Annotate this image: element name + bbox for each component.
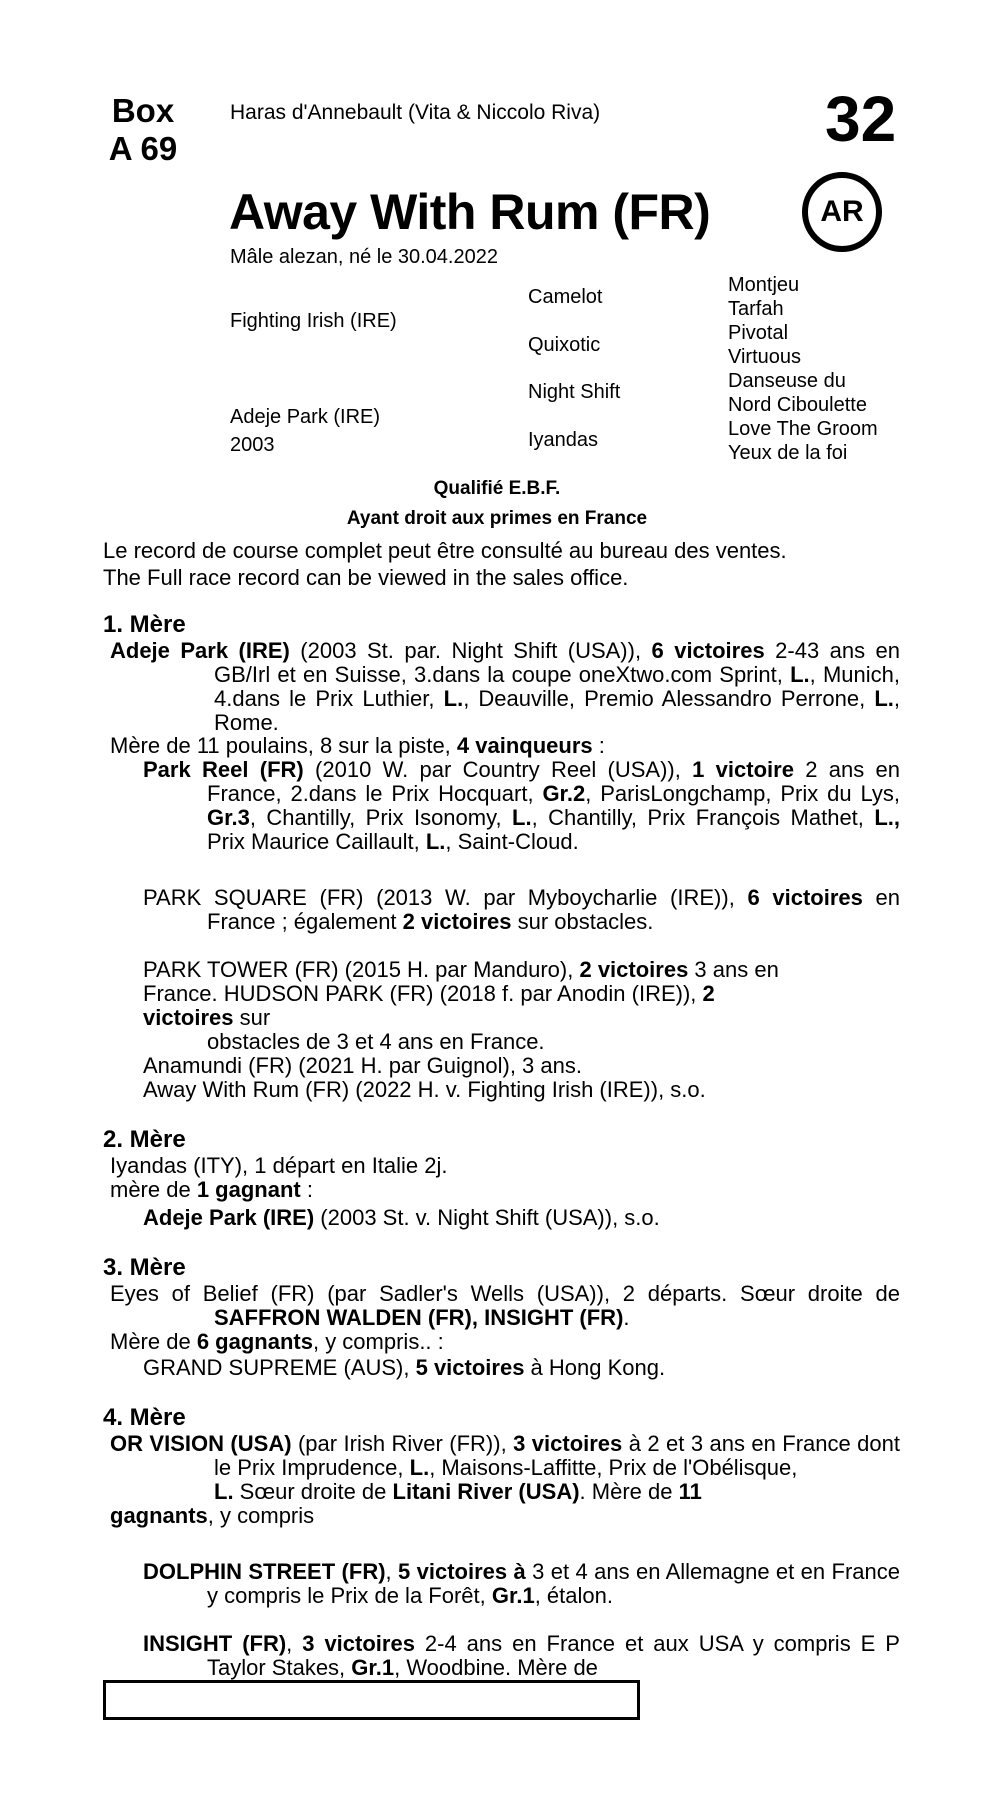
text-run: 2-4 ans en France et aux USA y compris E P Taylor Stakes, bbox=[207, 1631, 900, 1680]
text-run: 11 bbox=[678, 1479, 702, 1504]
granddam-produce-adeje bbox=[143, 1206, 660, 1230]
text-run: Eyes of Belief (FR) (par Sadler's Wells (USA)), 2 départs. Sœur droite de bbox=[110, 1281, 900, 1306]
text-run: , bbox=[286, 1631, 303, 1656]
text-run: SAFFRON WALDEN (FR), INSIGHT (FR) bbox=[214, 1305, 624, 1330]
text-run: , Munich, 4.dans le Prix Luthier, bbox=[214, 662, 900, 711]
pedigree-sire: Fighting Irish (IRE) bbox=[230, 310, 397, 332]
intro-fr: Le record de course complet peut être consulté au bureau des ventes. bbox=[103, 538, 787, 563]
text-run: 4 vainqueurs bbox=[456, 733, 593, 758]
text-run: 6 victoires bbox=[651, 638, 765, 663]
granddam-produce-summary bbox=[110, 1178, 313, 1202]
pedigree-dam-sire: Night Shift bbox=[528, 381, 621, 403]
text-run: 2-43 ans en GB/Irl et en Suisse, 3.dans la coupe oneXtwo.com Sprint, bbox=[214, 638, 901, 687]
pedigree-dam-dam: Iyandas bbox=[528, 429, 599, 451]
text-line bbox=[110, 1432, 900, 1480]
third-dam-record bbox=[110, 1282, 900, 1330]
text-run: , Saint-Cloud. bbox=[445, 829, 579, 854]
text-run: 3 victoires bbox=[513, 1431, 623, 1456]
text-run: Gr.1 bbox=[491, 1583, 535, 1608]
text-run: . bbox=[623, 1305, 630, 1330]
text-run: Mère de 11 poulains, 8 sur la piste, bbox=[110, 733, 457, 758]
text-run: , Chantilly, Prix François Mathet, bbox=[531, 805, 875, 830]
text-line bbox=[110, 1504, 900, 1528]
intro-note bbox=[103, 537, 903, 591]
text-run: 5 victoires à bbox=[398, 1559, 526, 1584]
text-run: sur bbox=[233, 1005, 271, 1030]
text-run: 1 victoire bbox=[692, 757, 794, 782]
qualif-primes: Ayant droit aux primes en France bbox=[346, 508, 648, 529]
text-run: L. bbox=[790, 662, 810, 687]
text-run: : bbox=[592, 733, 605, 758]
pedigree-sire-sire: Camelot bbox=[528, 286, 603, 308]
dam-name: Adeje Park (IRE) bbox=[110, 638, 290, 663]
text-run: (2003 St. par. Night Shift (USA)), bbox=[289, 638, 652, 663]
ar-badge bbox=[802, 172, 882, 252]
text-run: Prix Maurice Caillault, bbox=[207, 829, 426, 854]
text-run: à 2 et 3 ans en France dont le Prix Imprudence, bbox=[214, 1431, 900, 1480]
granddam-record: Iyandas (ITY), 1 départ en Italie 2j. bbox=[110, 1153, 448, 1178]
pedigree-third-gen bbox=[728, 273, 878, 465]
text-run: 6 gagnants bbox=[196, 1329, 313, 1354]
section-title-3: 3. Mère bbox=[103, 1254, 186, 1281]
text-line bbox=[143, 982, 903, 1006]
lot-number: 32 bbox=[825, 83, 897, 155]
text-run: , bbox=[385, 1559, 399, 1584]
qualif-ebf: Qualifié E.B.F. bbox=[433, 478, 561, 499]
text-run: (par Irish River (FR)), bbox=[291, 1431, 514, 1456]
third-gen-item: Montjeu bbox=[728, 274, 800, 296]
third-dam-produce-grand-supreme bbox=[143, 1356, 665, 1380]
intro-en: The Full race record can be viewed in the sales office. bbox=[103, 565, 629, 590]
text-run: Sœur droite de bbox=[233, 1479, 393, 1504]
third-gen-item: Virtuous bbox=[728, 346, 802, 368]
text-run: , Woodbine. Mère de bbox=[394, 1655, 598, 1680]
third-gen-item: Danseuse du bbox=[728, 370, 846, 392]
dam-produce-summary bbox=[110, 734, 900, 758]
produce-anamundi: Anamundi (FR) (2021 H. par Guignol), 3 ans. bbox=[143, 1053, 582, 1078]
text-run: L. bbox=[512, 805, 532, 830]
box-line-2: A 69 bbox=[108, 130, 178, 167]
text-run: 1 gagnant bbox=[196, 1177, 301, 1202]
text-run: 2 bbox=[702, 981, 715, 1006]
text-run: 3 victoires bbox=[302, 1631, 415, 1656]
fourth-dam-produce-insight bbox=[143, 1632, 900, 1680]
text-run: L. bbox=[425, 829, 446, 854]
text-run: PARK TOWER (FR) (2015 H. par Manduro), bbox=[143, 957, 580, 982]
text-run: Adeje Park (IRE) bbox=[143, 1205, 315, 1230]
text-run: , ParisLongchamp, Prix du Lys, bbox=[585, 781, 900, 806]
text-run: gagnants bbox=[110, 1503, 208, 1528]
third-gen-item: Pivotal bbox=[728, 322, 789, 344]
pedigree-sire-dam: Quixotic bbox=[528, 334, 601, 356]
text-run: DOLPHIN STREET (FR) bbox=[143, 1559, 386, 1584]
text-run: Park Reel (FR) bbox=[143, 757, 304, 782]
section-title-2: 2. Mère bbox=[103, 1126, 186, 1153]
produce-away-with-rum: Away With Rum (FR) (2022 H. v. Fighting Irish (IRE)), s.o. bbox=[143, 1077, 706, 1102]
text-run: Litani River (USA) bbox=[392, 1479, 580, 1504]
section-title-1: 1. Mère bbox=[103, 611, 186, 638]
text-run: : bbox=[300, 1177, 313, 1202]
third-dam-produce-summary bbox=[110, 1330, 444, 1354]
dam-record bbox=[110, 639, 900, 735]
badge-text: AR bbox=[820, 195, 864, 228]
text-run: 2 ans en France, 2.dans le Prix Hocquart, bbox=[207, 757, 900, 806]
text-run: (2003 St. v. Night Shift (USA)), s.o. bbox=[314, 1205, 660, 1230]
box-line-1: Box bbox=[111, 92, 175, 129]
text-line bbox=[143, 1006, 903, 1030]
text-run: France. HUDSON PARK (FR) (2018 f. par Anodin (IRE)), bbox=[143, 981, 703, 1006]
text-run: Gr.3 bbox=[207, 805, 250, 830]
text-run: 3 ans en bbox=[688, 957, 779, 982]
text-run: 6 victoires bbox=[747, 885, 863, 910]
text-run: INSIGHT (FR) bbox=[143, 1631, 287, 1656]
text-run: en France ; également bbox=[207, 885, 900, 934]
text-run: , Chantilly, Prix Isonomy, bbox=[249, 805, 513, 830]
produce-park-tower bbox=[143, 958, 903, 1054]
text-run: L. bbox=[214, 1479, 234, 1504]
text-run: GRAND SUPREME (AUS), bbox=[143, 1355, 416, 1380]
text-line bbox=[110, 1480, 900, 1504]
text-run: , Deauville, Premio Alessandro Perrone, bbox=[463, 686, 875, 711]
text-run: 5 victoires bbox=[415, 1355, 525, 1380]
third-gen-item: Love The Groom bbox=[728, 418, 878, 440]
text-run: obstacles de 3 et 4 ans en France. bbox=[207, 1029, 545, 1054]
text-run: , étalon. bbox=[534, 1583, 613, 1608]
text-run: (2010 W. par Country Reel (USA)), bbox=[303, 757, 693, 782]
text-run: , y compris bbox=[207, 1503, 315, 1528]
pedigree-dam: Adeje Park (IRE) bbox=[230, 406, 381, 428]
text-run: , Maisons-Laffitte, Prix de l'Obélisque, bbox=[429, 1455, 798, 1480]
text-run: sur obstacles. bbox=[511, 909, 654, 934]
footer-box bbox=[103, 1680, 640, 1720]
fourth-dam-produce-dolphin-street bbox=[143, 1560, 900, 1608]
text-run: . Mère de bbox=[579, 1479, 679, 1504]
text-run: 2 victoires bbox=[402, 909, 512, 934]
text-run: 2 victoires bbox=[579, 957, 689, 982]
text-run: L. bbox=[874, 686, 894, 711]
consignor: Haras d'Annebault (Vita & Niccolo Riva) bbox=[230, 101, 601, 124]
pedigree-dam-year: 2003 bbox=[230, 434, 275, 456]
third-gen-item: Yeux de la foi bbox=[728, 442, 848, 464]
text-run: victoires bbox=[143, 1005, 234, 1030]
text-run: L. bbox=[443, 686, 464, 711]
section-title-4: 4. Mère bbox=[103, 1404, 186, 1431]
text-run: Mère de bbox=[110, 1329, 197, 1354]
third-gen-item: Nord Ciboulette bbox=[728, 394, 867, 416]
text-run: 3 et 4 ans en Allemagne et en France y compris le Prix de la Forêt, bbox=[207, 1559, 900, 1608]
text-run: L., bbox=[874, 805, 901, 830]
text-run: , y compris.. : bbox=[312, 1329, 444, 1354]
text-run: OR VISION (USA) bbox=[110, 1431, 292, 1456]
text-run: Gr.1 bbox=[351, 1655, 395, 1680]
third-gen-item: Tarfah bbox=[728, 298, 784, 320]
text-run: , Rome. bbox=[214, 686, 900, 735]
produce-park-square bbox=[143, 886, 900, 934]
horse-name: Away With Rum (FR) bbox=[229, 184, 711, 240]
text-run: mère de bbox=[110, 1177, 197, 1202]
text-line bbox=[143, 1030, 903, 1054]
fourth-dam-record bbox=[110, 1432, 900, 1528]
text-run: à Hong Kong. bbox=[524, 1355, 666, 1380]
box-label bbox=[103, 92, 183, 168]
horse-description: Mâle alezan, né le 30.04.2022 bbox=[230, 246, 498, 268]
produce-park-reel bbox=[143, 758, 900, 854]
text-run: PARK SQUARE (FR) (2013 W. par Myboycharlie (IRE)), bbox=[143, 885, 748, 910]
text-run: L. bbox=[409, 1455, 430, 1480]
text-line bbox=[143, 958, 903, 982]
text-run: Gr.2 bbox=[542, 781, 586, 806]
